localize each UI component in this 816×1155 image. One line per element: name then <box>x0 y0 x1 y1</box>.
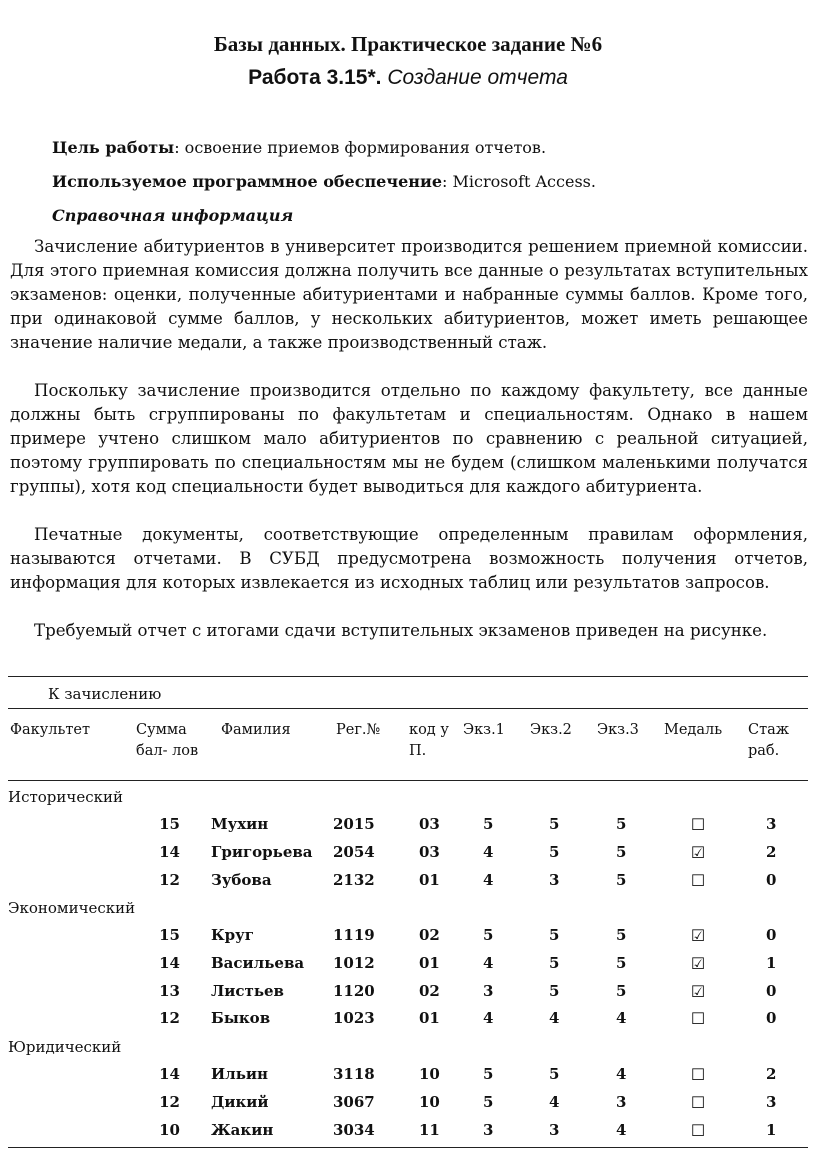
group-heading: Юридический <box>8 1038 122 1056</box>
report-header-rule <box>8 780 808 781</box>
exam3-cell: 3 <box>616 1092 627 1111</box>
medal-checkbox: ☑ <box>690 926 706 945</box>
col-exam2: Экз.2 <box>530 722 572 738</box>
report-bottom-rule <box>8 1147 808 1148</box>
code-cell: 01 <box>419 870 440 889</box>
surname-cell: Листьев <box>211 981 284 1000</box>
exam1-cell: 3 <box>483 1120 494 1139</box>
group-heading: Экономический <box>8 899 136 917</box>
sum-cell: 15 <box>159 926 180 944</box>
table-row <box>0 926 816 950</box>
sum-cell: 12 <box>159 1092 180 1111</box>
exam3-cell: 4 <box>616 1120 627 1139</box>
reg-cell: 2015 <box>333 815 375 833</box>
exam2-cell: 4 <box>549 1009 560 1028</box>
exam3-cell: 5 <box>616 870 627 889</box>
exam3-cell: 4 <box>616 1065 627 1083</box>
reg-cell: 2054 <box>333 842 375 861</box>
table-row <box>0 843 816 867</box>
table-row <box>0 1093 816 1117</box>
exam2-cell: 5 <box>549 842 560 861</box>
experience-cell: 1 <box>766 1120 777 1139</box>
col-surname: Фамилия <box>221 722 291 738</box>
paragraph-2: Поскольку зачисление производится отдельно по каждому факультету, все данные должны быть сгруппированы по факультетам и специальностям. Однако в нашем примере учтено слишком мало абитуриентов по сравнению с реальной ситуацией, поэтому группировать по специальностям мы не будем (слишком маленькими получатся группы), хотя код специальности будет выводиться для каждого абитуриента. <box>10 381 808 496</box>
surname-cell: Зубова <box>211 870 272 889</box>
table-row <box>0 815 816 839</box>
experience-cell: 0 <box>766 981 777 1000</box>
medal-checkbox: ☑ <box>690 953 706 973</box>
exam3-cell: 4 <box>616 1009 627 1028</box>
surname-cell: Ильин <box>211 1065 269 1083</box>
medal-checkbox: ☐ <box>690 1120 706 1140</box>
exam3-cell: 5 <box>616 815 627 833</box>
table-row <box>0 1065 816 1089</box>
medal-checkbox: ☑ <box>690 981 706 1001</box>
sum-cell: 13 <box>159 981 180 1000</box>
table-row <box>0 954 816 978</box>
medal-checkbox: ☐ <box>690 815 706 834</box>
experience-cell: 1 <box>766 953 777 972</box>
reference-heading: Справочная информация <box>52 206 294 225</box>
group-heading: Исторический <box>8 788 123 806</box>
code-cell: 03 <box>419 842 440 861</box>
work-name: Создание отчета <box>387 66 568 89</box>
experience-cell: 0 <box>766 926 777 944</box>
col-exam1: Экз.1 <box>463 722 505 738</box>
experience-cell: 2 <box>766 1065 777 1083</box>
experience-cell: 3 <box>766 815 777 833</box>
table-row <box>0 1121 816 1145</box>
reg-cell: 1012 <box>333 953 375 972</box>
exam2-cell: 3 <box>549 870 560 889</box>
exam1-cell: 4 <box>483 953 494 972</box>
code-cell: 01 <box>419 1009 440 1028</box>
reg-cell: 3067 <box>333 1092 375 1111</box>
exam3-cell: 5 <box>616 953 627 972</box>
sum-cell: 10 <box>159 1120 180 1139</box>
medal-checkbox: ☐ <box>690 1009 706 1029</box>
experience-cell: 2 <box>766 842 777 861</box>
code-cell: 10 <box>419 1092 440 1111</box>
page-title: Базы данных. Практическое задание №6 <box>213 32 603 56</box>
exam2-cell: 5 <box>549 926 560 944</box>
exam1-cell: 5 <box>483 815 494 833</box>
col-reg: Рег.№ <box>336 722 381 738</box>
exam3-cell: 5 <box>616 926 627 944</box>
exam2-cell: 5 <box>549 981 560 1000</box>
col-medal: Медаль <box>664 722 723 738</box>
reg-cell: 3118 <box>333 1065 375 1083</box>
medal-checkbox: ☐ <box>690 1065 706 1084</box>
goal-label: Цель работы <box>52 138 175 157</box>
reg-cell: 1120 <box>333 981 375 1000</box>
exam2-cell: 5 <box>549 953 560 972</box>
medal-checkbox: ☑ <box>690 842 706 862</box>
surname-cell: Дикий <box>211 1092 269 1111</box>
software-label: Используемое программное обеспечение <box>52 172 442 191</box>
reg-cell: 1023 <box>333 1009 375 1028</box>
code-cell: 11 <box>419 1120 440 1139</box>
exam1-cell: 4 <box>483 870 494 889</box>
surname-cell: Васильева <box>211 953 305 972</box>
sum-cell: 14 <box>159 953 180 972</box>
table-row <box>0 1009 816 1033</box>
exam2-cell: 5 <box>549 1065 560 1083</box>
work-number: Работа 3.15*. <box>248 66 382 89</box>
sum-cell: 14 <box>159 1065 180 1083</box>
table-row <box>0 982 816 1006</box>
paragraph-1: Зачисление абитуриентов в университет производится решением приемной комиссии. Для этого приемная комиссия должна получить все данные о результатах вступительных экзаменов: оценки, полученные абитуриентами и набранные суммы баллов. Кроме того, при одинаковой сумме баллов, у нескольких абитуриентов, может иметь решающее значение наличие медали, а также производственный стаж. <box>10 237 808 352</box>
goal-line <box>52 138 546 157</box>
sum-cell: 14 <box>159 842 180 861</box>
code-cell: 10 <box>419 1065 440 1083</box>
code-cell: 02 <box>419 926 440 944</box>
exam1-cell: 5 <box>483 926 494 944</box>
exam1-cell: 4 <box>483 842 494 861</box>
software-text: : Microsoft Access. <box>442 172 596 191</box>
report-top-rule <box>8 676 808 677</box>
exam1-cell: 5 <box>483 1092 494 1111</box>
exam3-cell: 5 <box>616 842 627 861</box>
sum-cell: 12 <box>159 870 180 889</box>
exam2-cell: 3 <box>549 1120 560 1139</box>
code-cell: 01 <box>419 953 440 972</box>
exam1-cell: 4 <box>483 1009 494 1028</box>
exam2-cell: 4 <box>549 1092 560 1111</box>
surname-cell: Мухин <box>211 815 269 833</box>
reg-cell: 1119 <box>333 926 375 944</box>
code-cell: 03 <box>419 815 440 833</box>
table-row <box>0 871 816 895</box>
exam2-cell: 5 <box>549 815 560 833</box>
surname-cell: Быков <box>211 1009 271 1028</box>
surname-cell: Григорьева <box>211 842 313 861</box>
work-title <box>0 66 816 90</box>
paragraph-3: Печатные документы, соответствующие определенным правилам оформления, называются отчетами. В СУБД предусмотрена возможность получения отчетов, информация для которых извлекается из исходных таблиц или результатов запросов. <box>10 525 808 592</box>
reg-cell: 3034 <box>333 1120 375 1139</box>
col-experience: Стаж раб. <box>748 722 790 759</box>
medal-checkbox: ☐ <box>690 1092 706 1112</box>
report-title: К зачислению <box>48 685 162 703</box>
reg-cell: 2132 <box>333 870 375 889</box>
col-exam3: Экз.3 <box>597 722 639 738</box>
exam1-cell: 3 <box>483 981 494 1000</box>
exam3-cell: 5 <box>616 981 627 1000</box>
code-cell: 02 <box>419 981 440 1000</box>
experience-cell: 3 <box>766 1092 777 1111</box>
sum-cell: 15 <box>159 815 180 833</box>
surname-cell: Круг <box>211 926 254 944</box>
experience-cell: 0 <box>766 870 777 889</box>
goal-text: : освоение приемов формирования отчетов. <box>174 138 547 157</box>
surname-cell: Жакин <box>211 1120 274 1139</box>
col-faculty: Факультет <box>10 722 91 738</box>
col-code: код у П. <box>409 722 449 759</box>
col-sum: Сумма бал- лов <box>136 722 199 759</box>
software-line <box>52 172 596 191</box>
exam1-cell: 5 <box>483 1065 494 1083</box>
medal-checkbox: ☐ <box>690 870 706 890</box>
paragraph-4: Требуемый отчет с итогами сдачи вступительных экзаменов приведен на рисунке. <box>34 621 768 640</box>
experience-cell: 0 <box>766 1009 777 1028</box>
sum-cell: 12 <box>159 1009 180 1028</box>
report-title-rule <box>8 708 808 709</box>
